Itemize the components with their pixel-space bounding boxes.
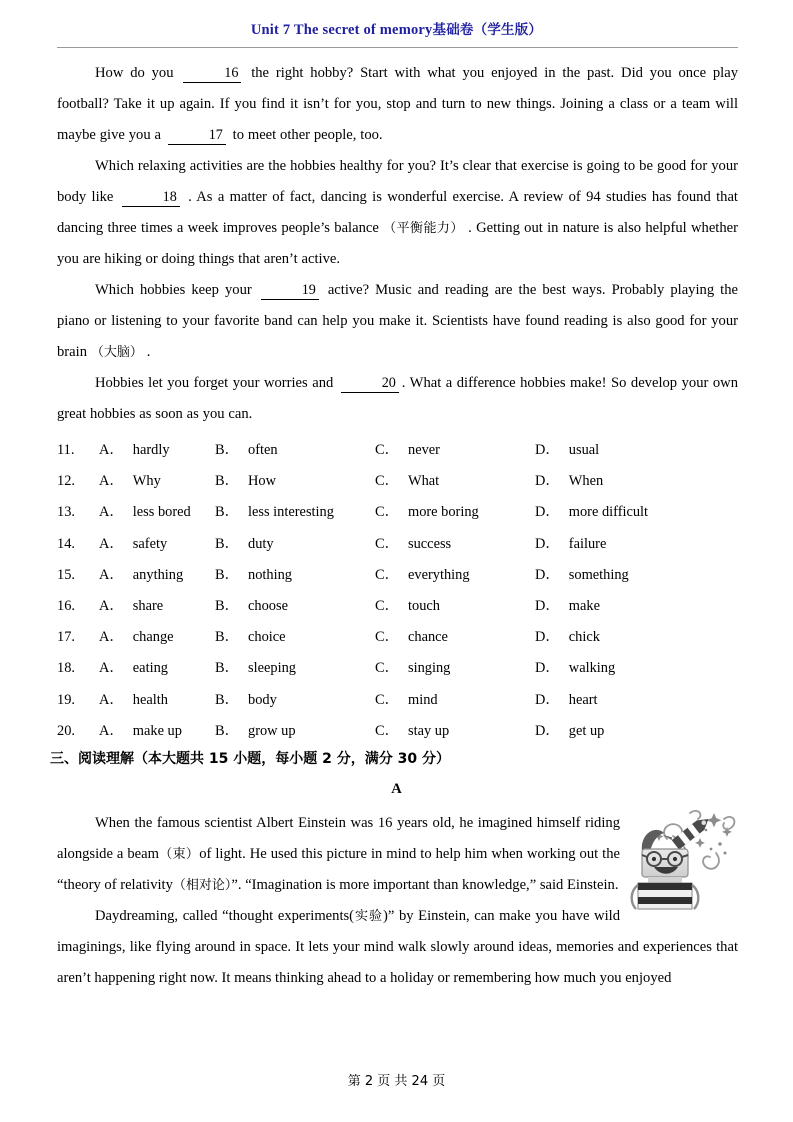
header-title-cn: 基础卷（学生版） bbox=[432, 22, 543, 38]
page-number-label: 第 2 页 共 24 页 bbox=[347, 1074, 446, 1089]
option-choice-b[interactable] bbox=[215, 560, 292, 591]
option-choice-a[interactable] bbox=[99, 466, 161, 497]
option-text-a: share bbox=[132, 597, 164, 614]
cloze-paragraph-4: Hobbies let you forget your worries and 20 . What a difference hobbies make! So develop your own great hobbies as soon as you can. bbox=[57, 375, 738, 422]
cloze-blank-19[interactable]: 19 bbox=[261, 282, 319, 300]
option-row-20 bbox=[57, 716, 747, 747]
option-text-b: grow up bbox=[248, 722, 296, 739]
option-text-c: never bbox=[408, 442, 440, 458]
option-letter-b: B． bbox=[215, 691, 239, 708]
option-choice-a[interactable] bbox=[99, 497, 191, 528]
option-row-number: 12. bbox=[57, 473, 75, 490]
header-title-en: Unit 7 The secret of memory bbox=[250, 22, 433, 38]
option-text-a: health bbox=[132, 691, 168, 708]
option-row-number: 20. bbox=[57, 722, 75, 739]
cloze-passage bbox=[57, 58, 738, 430]
option-letter-a: A． bbox=[99, 629, 124, 646]
option-text-b: often bbox=[248, 442, 278, 458]
option-text-b: body bbox=[248, 691, 277, 708]
option-choice-a[interactable] bbox=[99, 529, 167, 560]
option-text-a: less bored bbox=[132, 504, 191, 521]
reading-paragraph-2: Daydreaming, called “thought experiments(实验)” by Einstein, can make you have wild imaginings, like flying around in space. It lets your mind walk slowly around ideas, memories and experiences that aren’t happening right now. It means thinking ahead to a holiday or remembering how much you enjoyed bbox=[57, 908, 738, 986]
option-text-d: make bbox=[568, 597, 600, 614]
option-choice-d[interactable] bbox=[535, 591, 600, 622]
option-letter-c: C． bbox=[375, 629, 399, 646]
option-choice-d[interactable] bbox=[535, 653, 615, 684]
option-letter-d: D． bbox=[535, 442, 560, 458]
option-choice-c[interactable] bbox=[375, 497, 479, 528]
option-row-12 bbox=[57, 466, 747, 497]
option-letter-b: B． bbox=[215, 535, 239, 552]
option-choice-d[interactable] bbox=[535, 622, 600, 653]
option-letter-d: D． bbox=[535, 597, 560, 614]
option-choice-b[interactable] bbox=[215, 466, 276, 497]
option-text-b: sleeping bbox=[248, 660, 296, 677]
option-choice-c[interactable] bbox=[375, 716, 449, 747]
option-choice-c[interactable] bbox=[375, 653, 450, 684]
option-letter-b: B． bbox=[215, 442, 239, 458]
option-letter-b: B． bbox=[215, 597, 239, 614]
option-letter-b: B． bbox=[215, 629, 239, 646]
option-row-number: 14. bbox=[57, 535, 75, 552]
option-choice-a[interactable] bbox=[99, 622, 174, 653]
chinese-gloss: （相对论） bbox=[172, 878, 232, 893]
cloze-paragraph-3: Which hobbies keep your 19 active? Music and reading are the best ways. Probably playing the piano or listening to your favorite band can help you make it. Scientists have found reading is also good for your brain （大脑） . bbox=[57, 282, 738, 360]
header-title bbox=[251, 18, 542, 39]
option-text-d: usual bbox=[568, 442, 600, 458]
option-choice-b[interactable] bbox=[215, 529, 274, 560]
option-text-c: chance bbox=[408, 629, 448, 646]
option-row-13 bbox=[57, 497, 747, 528]
option-letter-d: D． bbox=[535, 535, 560, 552]
header-divider bbox=[57, 47, 738, 48]
option-text-c: singing bbox=[408, 660, 451, 677]
option-text-b: How bbox=[248, 473, 276, 490]
option-choice-c[interactable] bbox=[375, 560, 470, 591]
option-letter-b: B． bbox=[215, 566, 239, 583]
option-letter-a: A． bbox=[99, 566, 124, 583]
option-letter-a: A． bbox=[99, 597, 124, 614]
option-text-d: get up bbox=[568, 722, 605, 739]
chinese-gloss: 实验 bbox=[354, 909, 383, 924]
option-letter-c: C． bbox=[375, 473, 399, 490]
option-letter-b: B． bbox=[215, 504, 239, 521]
option-text-d: walking bbox=[568, 660, 616, 677]
option-letter-c: C． bbox=[375, 660, 399, 677]
option-choice-d[interactable] bbox=[535, 685, 598, 716]
option-letter-d: D． bbox=[535, 629, 560, 646]
option-row-17 bbox=[57, 622, 747, 653]
option-letter-a: A． bbox=[99, 722, 124, 739]
chinese-gloss: （大脑） bbox=[90, 345, 143, 360]
option-text-d: chick bbox=[568, 629, 600, 646]
student-with-rocket-imagination-illustration bbox=[628, 805, 740, 913]
option-text-b: nothing bbox=[248, 566, 292, 583]
option-choice-c[interactable] bbox=[375, 622, 448, 653]
option-row-15 bbox=[57, 560, 747, 591]
option-choice-d[interactable] bbox=[535, 497, 648, 528]
option-row-number: 17. bbox=[57, 629, 75, 646]
chinese-gloss: （平衡能力） bbox=[383, 221, 464, 236]
option-letter-a: A． bbox=[99, 473, 124, 490]
option-letter-a: A． bbox=[99, 504, 124, 521]
option-choice-a[interactable] bbox=[99, 685, 168, 716]
option-letter-b: B． bbox=[215, 660, 239, 677]
option-choice-d[interactable] bbox=[535, 529, 606, 560]
option-choice-b[interactable] bbox=[215, 653, 296, 684]
option-text-c: mind bbox=[408, 691, 438, 708]
option-choice-a[interactable] bbox=[99, 653, 168, 684]
option-text-d: something bbox=[568, 566, 629, 583]
option-choice-c[interactable] bbox=[375, 435, 440, 466]
option-letter-d: D． bbox=[535, 660, 560, 677]
option-letter-b: B． bbox=[215, 722, 239, 739]
option-letter-d: D． bbox=[535, 473, 560, 490]
option-text-d: heart bbox=[568, 691, 598, 708]
option-choice-a[interactable] bbox=[99, 591, 163, 622]
option-text-d: When bbox=[568, 473, 604, 490]
option-text-c: What bbox=[408, 473, 440, 490]
option-choice-d[interactable] bbox=[535, 716, 604, 747]
section-heading-reading: 三、阅读理解（本大题共 15 小题，每小题 2 分，满分 30 分） bbox=[50, 751, 450, 767]
cloze-paragraph-2: Which relaxing activities are the hobbies healthy for you? It’s clear that exercise is going to be good for your body like 18 . As a matter of fact, dancing is wonderful exercise. A review of 94 studies has found that dancing three times a week improves people’s balance （平衡能力） . Getting out in nature is also helpful whether you are hiking or doing things that aren’t active. bbox=[57, 158, 738, 267]
option-choice-b[interactable] bbox=[215, 591, 288, 622]
option-letter-a: A． bbox=[99, 660, 124, 677]
option-text-a: anything bbox=[132, 566, 184, 583]
option-row-number: 13. bbox=[57, 504, 75, 521]
option-text-a: safety bbox=[132, 535, 168, 552]
option-text-c: touch bbox=[408, 597, 440, 614]
option-row-number: 18. bbox=[57, 660, 75, 677]
option-letter-c: C． bbox=[375, 442, 399, 458]
option-text-a: eating bbox=[132, 660, 168, 677]
option-row-number: 19. bbox=[57, 691, 75, 708]
option-row-11 bbox=[57, 435, 747, 466]
cloze-paragraph-1: How do you 16 the right hobby? Start with what you enjoyed in the past. Did you once play football? Take it up again. If you find it isn’t for you, stop and turn to new things. Joining a class or a team will maybe give you a 17 to meet other people, too. bbox=[57, 65, 739, 143]
cloze-blank-17[interactable]: 17 bbox=[168, 127, 226, 145]
option-letter-c: C． bbox=[375, 597, 399, 614]
option-letter-d: D． bbox=[535, 691, 560, 708]
chinese-gloss: （束） bbox=[158, 847, 200, 862]
option-choice-d[interactable] bbox=[535, 466, 603, 497]
option-letter-a: A． bbox=[99, 442, 124, 458]
option-letter-c: C． bbox=[375, 722, 399, 739]
option-text-a: Why bbox=[132, 473, 161, 490]
option-choice-b[interactable] bbox=[215, 622, 286, 653]
option-text-a: hardly bbox=[132, 442, 170, 458]
option-choice-a[interactable] bbox=[99, 560, 183, 591]
option-text-d: failure bbox=[568, 535, 607, 552]
option-choice-b[interactable] bbox=[215, 716, 296, 747]
cloze-blank-16[interactable]: 16 bbox=[183, 65, 241, 83]
cloze-blank-20[interactable]: 20 bbox=[341, 375, 399, 393]
option-choice-c[interactable] bbox=[375, 466, 439, 497]
cloze-option-list bbox=[57, 435, 747, 747]
option-letter-c: C． bbox=[375, 691, 399, 708]
page-header bbox=[0, 18, 793, 39]
option-letter-c: C． bbox=[375, 504, 399, 521]
reading-paragraph-1-text: When the famous scientist Albert Einstein was 16 years old, he imagined himself riding alongside a beam（束）of light. He used this picture in mind to help him when working out the “theory of relativity（相对论）”. “Imagination is more important than knowledge,” said Einstein. bbox=[57, 815, 620, 893]
option-choice-d[interactable] bbox=[535, 435, 599, 466]
option-text-a: make up bbox=[132, 722, 182, 739]
option-text-c: more boring bbox=[408, 504, 479, 521]
option-choice-a[interactable] bbox=[99, 435, 170, 466]
option-row-16 bbox=[57, 591, 747, 622]
option-letter-b: B． bbox=[215, 473, 239, 490]
option-text-b: choose bbox=[248, 597, 288, 614]
option-text-d: more difficult bbox=[568, 504, 649, 521]
option-letter-a: A． bbox=[99, 535, 124, 552]
option-choice-c[interactable] bbox=[375, 529, 451, 560]
option-letter-d: D． bbox=[535, 504, 560, 521]
option-choice-b[interactable] bbox=[215, 497, 334, 528]
option-letter-a: A． bbox=[99, 691, 124, 708]
page-footer bbox=[0, 1070, 793, 1089]
option-choice-c[interactable] bbox=[375, 685, 438, 716]
option-choice-b[interactable] bbox=[215, 685, 277, 716]
option-text-c: success bbox=[408, 535, 452, 552]
option-choice-c[interactable] bbox=[375, 591, 440, 622]
option-row-18 bbox=[57, 653, 747, 684]
option-letter-c: C． bbox=[375, 535, 399, 552]
option-text-a: change bbox=[132, 629, 174, 646]
option-text-b: less interesting bbox=[248, 504, 334, 521]
option-letter-c: C． bbox=[375, 566, 399, 583]
option-choice-b[interactable] bbox=[215, 435, 278, 466]
option-text-b: duty bbox=[248, 535, 274, 552]
option-row-19 bbox=[57, 685, 747, 716]
option-row-number: 15. bbox=[57, 566, 75, 583]
option-text-c: stay up bbox=[408, 722, 450, 739]
option-row-number: 11. bbox=[57, 442, 75, 458]
option-choice-a[interactable] bbox=[99, 716, 182, 747]
option-choice-d[interactable] bbox=[535, 560, 629, 591]
option-row-14 bbox=[57, 529, 747, 560]
reading-part-letter: A bbox=[391, 781, 402, 797]
option-letter-d: D． bbox=[535, 722, 560, 739]
cloze-blank-18[interactable]: 18 bbox=[122, 189, 180, 207]
option-text-c: everything bbox=[408, 566, 470, 583]
option-letter-d: D． bbox=[535, 566, 560, 583]
option-row-number: 16. bbox=[57, 597, 75, 614]
option-text-b: choice bbox=[248, 629, 286, 646]
